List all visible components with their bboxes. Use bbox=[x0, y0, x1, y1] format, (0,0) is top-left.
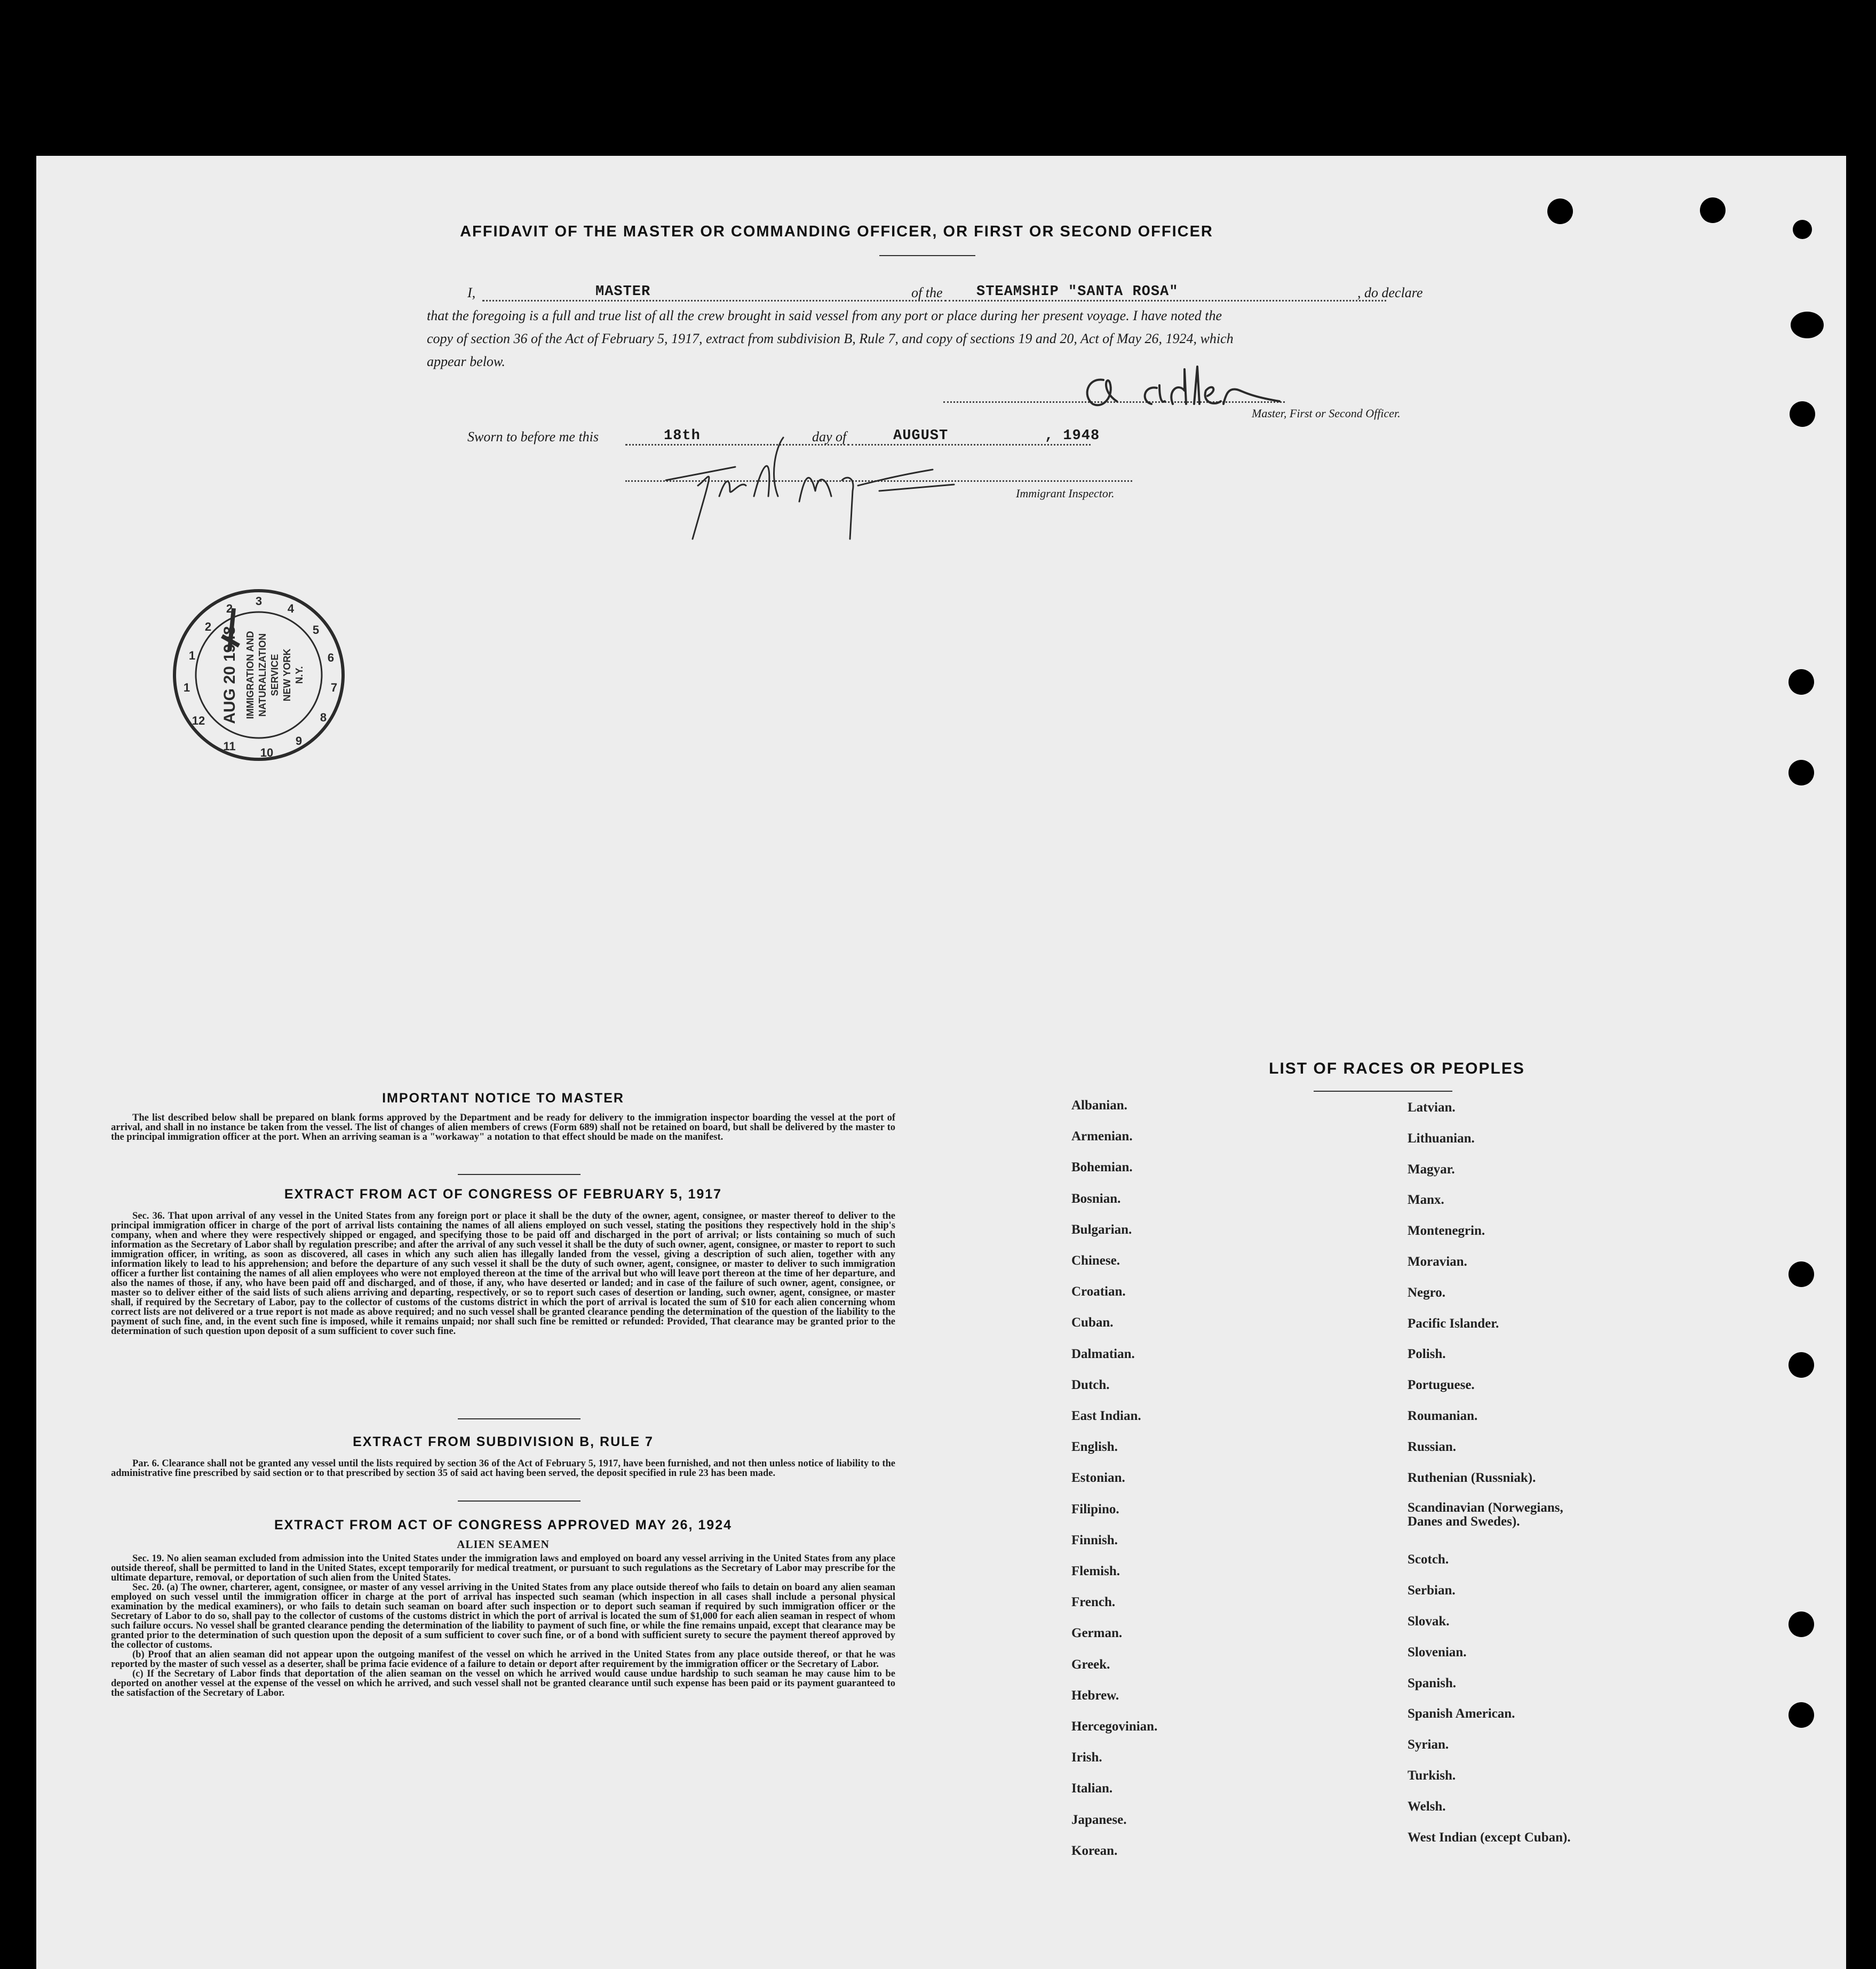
inspector-caption: Immigrant Inspector. bbox=[1016, 487, 1115, 500]
race-item: Portuguese. bbox=[1408, 1378, 1475, 1392]
svg-text:NATURALIZATION: NATURALIZATION bbox=[257, 633, 268, 717]
day-of-label: day of bbox=[812, 429, 847, 444]
notice-title: IMPORTANT NOTICE TO MASTER bbox=[382, 1091, 624, 1106]
svg-text:3: 3 bbox=[255, 594, 263, 608]
race-item: Filipino. bbox=[1071, 1502, 1119, 1517]
extract-1924-title: EXTRACT FROM ACT OF CONGRESS APPROVED MAY 26, 1924 bbox=[274, 1518, 733, 1533]
extract-1924-body bbox=[111, 1554, 895, 1698]
svg-text:8: 8 bbox=[320, 711, 327, 724]
form-page bbox=[36, 156, 1846, 1969]
binder-hole bbox=[1788, 760, 1814, 785]
sworn-label: Sworn to before me this bbox=[467, 429, 599, 444]
svg-text:11: 11 bbox=[223, 740, 236, 753]
svg-text:6: 6 bbox=[327, 651, 335, 664]
svg-text:IMMIGRATION AND: IMMIGRATION AND bbox=[245, 631, 256, 719]
binder-hole bbox=[1790, 401, 1815, 427]
race-item: Bohemian. bbox=[1071, 1160, 1133, 1174]
race-item: East Indian. bbox=[1071, 1409, 1141, 1423]
race-item: Syrian. bbox=[1408, 1737, 1449, 1752]
race-item: Albanian. bbox=[1071, 1098, 1127, 1113]
vessel-field-line bbox=[949, 300, 1386, 301]
race-item: Ruthenian (Russniak). bbox=[1408, 1471, 1536, 1485]
race-item: Welsh. bbox=[1408, 1799, 1446, 1814]
binder-hole bbox=[1547, 199, 1573, 224]
race-item: Dutch. bbox=[1071, 1378, 1110, 1392]
race-item: Japanese. bbox=[1071, 1813, 1127, 1827]
rule-7-divider bbox=[458, 1500, 581, 1502]
notice-divider bbox=[458, 1174, 581, 1175]
binder-hole bbox=[1788, 1702, 1814, 1728]
rule-7-body bbox=[111, 1459, 895, 1478]
race-item: Chinese. bbox=[1071, 1253, 1120, 1268]
svg-text:4: 4 bbox=[287, 602, 295, 615]
race-item: Spanish. bbox=[1408, 1676, 1457, 1690]
svg-text:AUG 20 1948: AUG 20 1948 bbox=[221, 626, 239, 724]
binder-hole bbox=[1700, 197, 1726, 223]
section-36-paragraph: Sec. 36. That upon arrival of any vessel in the United States from any foreign port or place it shall be the duty of the owner, agent, consignee, or master thereof to deliver to the principal immigration officer in charge of the port of arrival lists containing the names of all aliens employed on such vessel, stating the positions they respectively hold in the ship's company, when and where they were respectively shipped or engaged, and specifying those to be paid off and discharged in the port of arrival; or lists containing so much of such information as the Secretary of Labor shall by regulation prescribe; and after the arrival of any such vessel it shall be the duty of such owner, agent, consignee, or master to report to such immigration officer, in writing, as soon as discovered, all cases in which any such alien has illegally landed from the vessel, giving a description of such alien, together with any information likely to lead to his apprehension; and before the departure of any such vessel it shall be the duty of such owner, agent, consignee, or master to deliver to such immigration officer a further list containing the names of all alien employees who were not employed thereon at the time of the arrival but who will leave port thereon at the time of her departure, and also the names of those, if any, who have been paid off and discharged, and of those, if any, who have deserted or landed; and in case of the failure of such owner, agent, consignee, or master so to deliver either of the said lists of such aliens arriving and departing, respectively, or so to report such cases of desertion or landing, such owner, agent, consignee, or master shall, if required by the Secretary of Labor, pay to the collector of customs of the customs district in which the port of arrival is located the sum of $10 for each alien concerning whom correct lists are not delivered or a true report is not made as above required; and no such vessel shall be granted clearance pending the determination of the question of the liability to the payment of such fine, and, in the event such fine is imposed, while it remains unpaid; nor shall such fine be remitted or refunded: Provided, That clearance may be granted prior to the determination of such question upon deposit of a sum sufficient to cover such fine. bbox=[111, 1211, 895, 1337]
binder-hole bbox=[1788, 1352, 1814, 1378]
race-item: Estonian. bbox=[1071, 1471, 1125, 1485]
month-value: AUGUST bbox=[893, 428, 949, 444]
race-item: Flemish. bbox=[1071, 1564, 1120, 1578]
race-item: Latvian. bbox=[1408, 1100, 1456, 1115]
binder-hole bbox=[1791, 312, 1824, 338]
race-item: Roumanian. bbox=[1408, 1409, 1478, 1423]
race-item: Korean. bbox=[1071, 1844, 1118, 1858]
race-item: Montenegrin. bbox=[1408, 1224, 1485, 1238]
rule-7-title: EXTRACT FROM SUBDIVISION B, RULE 7 bbox=[353, 1434, 654, 1449]
race-item: Dalmatian. bbox=[1071, 1347, 1135, 1361]
notice-paragraph: The list described below shall be prepared on blank forms approved by the Department and be ready for delivery to the immigration inspector boarding the vessel at the port of arrival, and shall in no instance be taken from the vessel. The list of changes of alien members of crews (Form 689) shall not be retained on board, but shall be delivered by the master to the principal immigration officer at the port. When an arriving seaman is a "workaway" a notation to that effect should be made on the manifest. bbox=[111, 1113, 895, 1142]
rank-value: MASTER bbox=[595, 284, 651, 300]
svg-text:7: 7 bbox=[330, 681, 338, 694]
svg-text:SERVICE: SERVICE bbox=[269, 654, 280, 696]
declaration-text bbox=[427, 304, 1472, 373]
section-20b-paragraph: (b) Proof that an alien seaman did not appear upon the outgoing manifest of the vessel on which he arrived in the United States from any place outside thereof, or that he was reported by the master of such vessel as a deserter, shall be prima facie evidence of a failure to detain or deport after requirement by the immigration officer or the Secretary of Labor. bbox=[111, 1649, 895, 1670]
race-item: Scandinavian (Norwegians, Danes and Swedes). bbox=[1408, 1500, 1563, 1529]
affidavit-title: AFFIDAVIT OF THE MASTER OR COMMANDING OFFICER, OR FIRST OR SECOND OFFICER bbox=[460, 223, 1213, 240]
race-item: Polish. bbox=[1408, 1347, 1446, 1361]
race-item: Hebrew. bbox=[1071, 1688, 1119, 1703]
rule-7-paragraph: Par. 6. Clearance shall not be granted any vessel until the lists required by section 36 of the Act of February 5, 1917, have been furnished, and not then unless notice of liability to the administrative fine prescribed by said section or to that prescribed by section 35 of said act having been served, the deposit specified in rule 23 has been made. bbox=[111, 1458, 895, 1479]
race-item: Serbian. bbox=[1408, 1583, 1456, 1598]
race-item: Turkish. bbox=[1408, 1768, 1456, 1783]
race-item: Moravian. bbox=[1408, 1255, 1467, 1269]
svg-text:10: 10 bbox=[260, 746, 274, 759]
races-title: LIST OF RACES OR PEOPLES bbox=[1269, 1060, 1525, 1077]
race-item: English. bbox=[1071, 1440, 1118, 1454]
race-item: Bulgarian. bbox=[1071, 1222, 1132, 1237]
svg-text:9: 9 bbox=[295, 734, 303, 748]
section-19-paragraph: Sec. 19. No alien seaman excluded from admission into the United States under the immigration laws and employed on board any vessel arriving in the United States from any place outside thereof, shall be permitted to land in the United States, except temporarily for medical treatment, or pursuant to such regulations as the Secretary of Labor may prescribe for the ultimate departure, removal, or deportation of such alien from the United States. bbox=[111, 1553, 895, 1583]
i-label: I, bbox=[467, 285, 476, 300]
extract-1917-divider bbox=[458, 1418, 581, 1419]
declaration-line-2: that the foregoing is a full and true list of all the crew brought in said vessel from any port or place during her present voyage. I have noted the bbox=[427, 308, 1222, 323]
race-item: Finnish. bbox=[1071, 1533, 1118, 1547]
race-item: French. bbox=[1071, 1595, 1116, 1609]
declaration-line-3: copy of section 36 of the Act of February 5, 1917, extract from subdivision B, Rule 7, and copy of sections 19 and 20, Act of May 26, 1924, which bbox=[427, 331, 1234, 346]
inspection-date-stamp bbox=[171, 587, 347, 763]
extract-1917-title: EXTRACT FROM ACT OF CONGRESS OF FEBRUARY 5, 1917 bbox=[284, 1187, 722, 1202]
rank-field-line bbox=[482, 300, 947, 301]
race-item: Croatian. bbox=[1071, 1284, 1126, 1299]
declaration-line-4: appear below. bbox=[427, 354, 505, 369]
do-declare-label: , do declare bbox=[1357, 285, 1423, 300]
race-item: Manx. bbox=[1408, 1193, 1444, 1207]
race-item: Magyar. bbox=[1408, 1162, 1455, 1177]
binder-hole bbox=[1793, 220, 1812, 239]
extract-1917-body bbox=[111, 1211, 895, 1336]
section-20a-paragraph: Sec. 20. (a) The owner, charterer, agent, consignee, or master of any vessel arriving in the United States from any place outside thereof who fails to detain on board any alien seaman employed on such vessel until the immigration officer in charge at the port of arrival has inspected such seaman (which inspection in all cases shall include a personal physical examination by the medical examiners), or who fails to detain such seaman on board after such inspection or to deport such seaman if required by such immigration officer or the Secretary of Labor to do so, shall pay to the collector of customs of the customs district in which the port of arrival is located the sum of $1,000 for each alien seaman in respect of whom such failure occurs. No vessel shall be granted clearance pending the determination of the liability to payment of such fine, or while the fine remains unpaid, except that clearance may be granted prior to the determination of such question upon the deposit of a sum sufficient to cover such fine, or of a bond with sufficient surety to secure the payment thereof approved by the collector of customs. bbox=[111, 1582, 895, 1650]
svg-text:N.Y.: N.Y. bbox=[294, 666, 305, 684]
alien-seamen-subtitle: ALIEN SEAMEN bbox=[457, 1538, 550, 1551]
master-caption: Master, First or Second Officer. bbox=[1252, 407, 1401, 420]
inspector-signature bbox=[655, 416, 997, 550]
svg-text:1: 1 bbox=[183, 681, 190, 694]
race-item: Cuban. bbox=[1071, 1315, 1114, 1330]
races-divider bbox=[1314, 1091, 1452, 1092]
notice-body bbox=[111, 1113, 895, 1142]
race-item: Armenian. bbox=[1071, 1129, 1133, 1144]
binder-hole bbox=[1788, 1261, 1814, 1287]
race-item: Greek. bbox=[1071, 1657, 1110, 1672]
race-item: Hercegovinian. bbox=[1071, 1719, 1158, 1734]
svg-text:2: 2 bbox=[226, 602, 233, 615]
race-item: Lithuanian. bbox=[1408, 1131, 1475, 1146]
race-item: Russian. bbox=[1408, 1440, 1457, 1454]
title-divider bbox=[879, 255, 975, 256]
svg-text:12: 12 bbox=[192, 714, 205, 727]
year-value: , 1948 bbox=[1045, 428, 1100, 444]
race-item: West Indian (except Cuban). bbox=[1408, 1830, 1571, 1845]
of-the-label: of the bbox=[911, 285, 943, 300]
race-item: Bosnian. bbox=[1071, 1192, 1121, 1206]
vessel-value: STEAMSHIP "SANTA ROSA" bbox=[976, 284, 1179, 300]
race-item: Irish. bbox=[1071, 1750, 1102, 1765]
race-item: Italian. bbox=[1071, 1781, 1113, 1796]
race-item: Spanish American. bbox=[1408, 1706, 1515, 1721]
svg-text:1: 1 bbox=[188, 649, 196, 662]
race-item: Slovak. bbox=[1408, 1614, 1450, 1629]
day-value: 18th bbox=[664, 428, 701, 444]
svg-text:2: 2 bbox=[204, 620, 212, 633]
race-item: Negro. bbox=[1408, 1285, 1446, 1300]
svg-text:NEW YORK: NEW YORK bbox=[282, 648, 292, 702]
race-item: Scotch. bbox=[1408, 1552, 1449, 1567]
binder-hole bbox=[1788, 669, 1814, 695]
section-20c-paragraph: (c) If the Secretary of Labor finds that deportation of the alien seaman on the vessel on which he arrived would cause undue hardship to such seaman he may cause him to be deported on another vessel at the expense of the vessel on which he arrived, and such vessel shall not be granted clearance until such expense has been paid or its payment guaranteed to the satisfaction of the Secretary of Labor. bbox=[111, 1669, 895, 1698]
svg-text:5: 5 bbox=[312, 623, 320, 637]
race-item: Slovenian. bbox=[1408, 1645, 1467, 1660]
race-item: Pacific Islander. bbox=[1408, 1316, 1499, 1331]
race-item: German. bbox=[1071, 1626, 1123, 1640]
binder-hole bbox=[1788, 1611, 1814, 1637]
